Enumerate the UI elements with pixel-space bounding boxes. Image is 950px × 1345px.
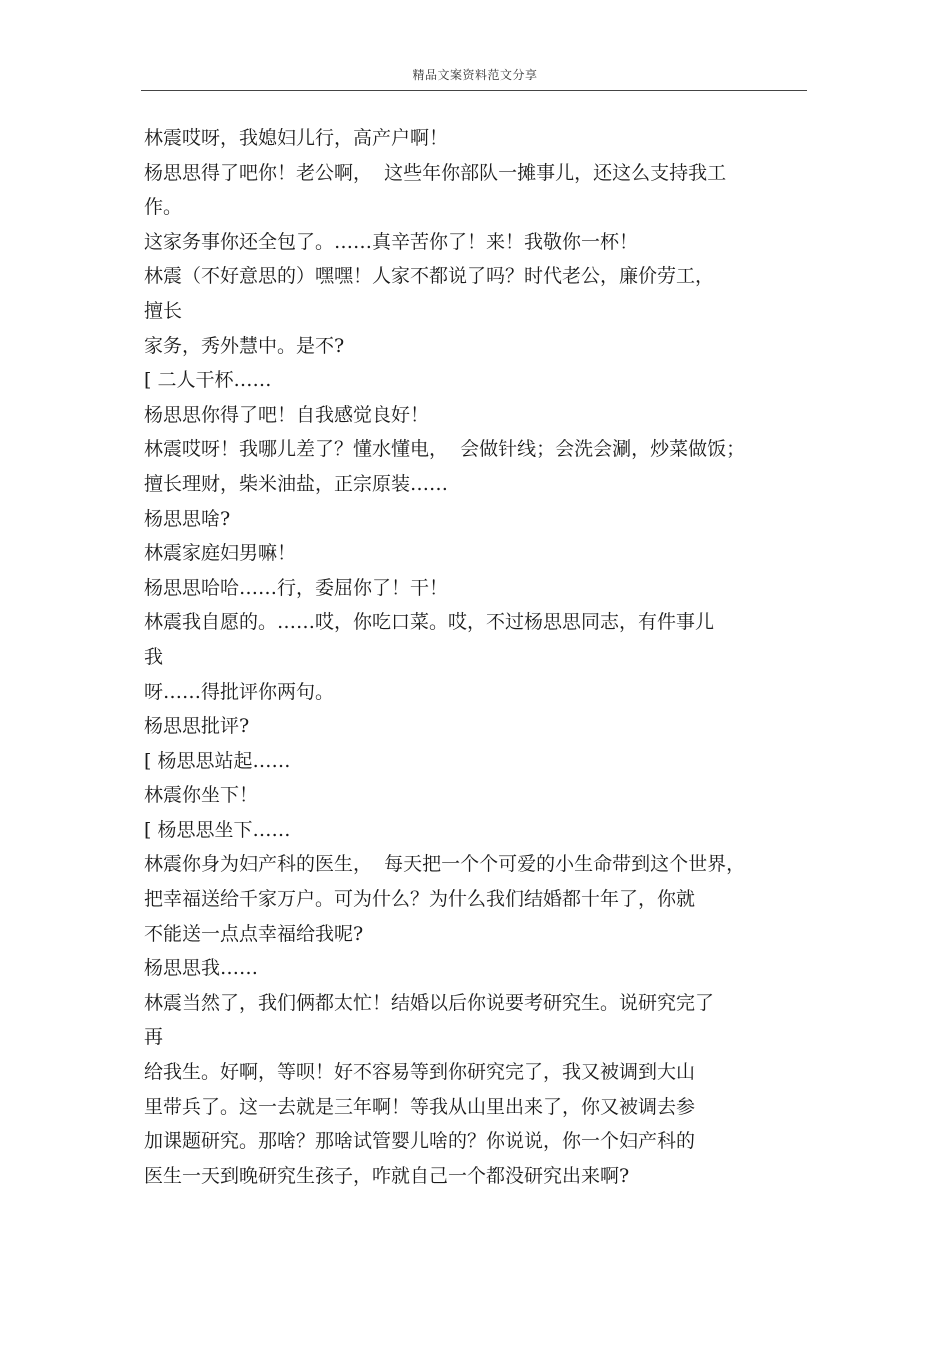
script-line: 林震你身为妇产科的医生， 每天把一个个可爱的小生命带到这个世界， bbox=[144, 853, 746, 876]
script-line: 医生一天到晚研究生孩子，咋就自己一个都没研究出来啊? bbox=[144, 1164, 630, 1187]
script-line: 杨思思你得了吧！自我感觉良好！ bbox=[144, 403, 430, 426]
script-body bbox=[144, 121, 794, 1193]
script-line: 加课题研究。那啥？那啥试管婴儿啥的？你说说，你一个妇产科的 bbox=[144, 1130, 696, 1153]
script-line: 林震哎呀！我哪儿差了？懂水懂电， 会做针线；会洗会涮，炒菜做饭； bbox=[144, 438, 746, 461]
page-header: 精品文案资料范文分享 bbox=[412, 68, 538, 82]
script-line: 杨思思批评? bbox=[144, 715, 250, 738]
script-line: 林震（不好意思的）嘿嘿！人家不都说了吗？时代老公，廉价劳工， bbox=[144, 265, 715, 288]
script-line: 我 bbox=[144, 645, 164, 668]
stage-direction: [ 杨思思站起…… bbox=[144, 749, 291, 772]
script-line: 再 bbox=[144, 1026, 164, 1049]
script-line: 呀……得批评你两句。 bbox=[144, 680, 335, 703]
script-line: 作。 bbox=[144, 196, 183, 219]
script-line: 林震家庭妇男嘛！ bbox=[144, 542, 297, 565]
script-line: 林震当然了，我们俩都太忙！结婚以后你说要考研究生。说研究完了 bbox=[144, 991, 715, 1014]
script-line: 杨思思啥? bbox=[144, 507, 231, 530]
script-line: 擅长理财，柴米油盐，正宗原装…… bbox=[144, 472, 449, 495]
stage-direction: [ 二人干杯…… bbox=[144, 369, 272, 392]
script-line: 杨思思哈哈……行，委屈你了！干！ bbox=[144, 576, 449, 599]
script-line: 不能送一点点幸福给我呢? bbox=[144, 922, 364, 945]
script-line: 林震你坐下！ bbox=[144, 784, 259, 807]
script-line: 里带兵了。这一去就是三年啊！等我从山里出来了，你又被调去参 bbox=[144, 1095, 696, 1118]
script-line: 林震我自愿的。……哎，你吃口菜。哎，不过杨思思同志，有件事儿 bbox=[144, 611, 715, 634]
script-line: 杨思思得了吧你！老公啊， 这些年你部队一摊事儿，还这么支持我工 bbox=[144, 161, 727, 184]
script-line: 家务，秀外慧中。是不? bbox=[144, 334, 345, 357]
stage-direction: [ 杨思思坐下…… bbox=[144, 818, 291, 841]
script-line: 擅长 bbox=[144, 299, 183, 322]
script-line: 杨思思我…… bbox=[144, 957, 259, 980]
script-line: 这家务事你还全包了。……真辛苦你了！来！我敬你一杯！ bbox=[144, 230, 639, 253]
script-line: 给我生。好啊，等呗！好不容易等到你研究完了，我又被调到大山 bbox=[144, 1061, 696, 1084]
script-line: 把幸福送给千家万户。可为什么？为什么我们结婚都十年了，你就 bbox=[144, 888, 696, 911]
script-line: 林震哎呀，我媳妇儿行，高产户啊！ bbox=[144, 127, 449, 149]
header-divider bbox=[141, 90, 807, 91]
